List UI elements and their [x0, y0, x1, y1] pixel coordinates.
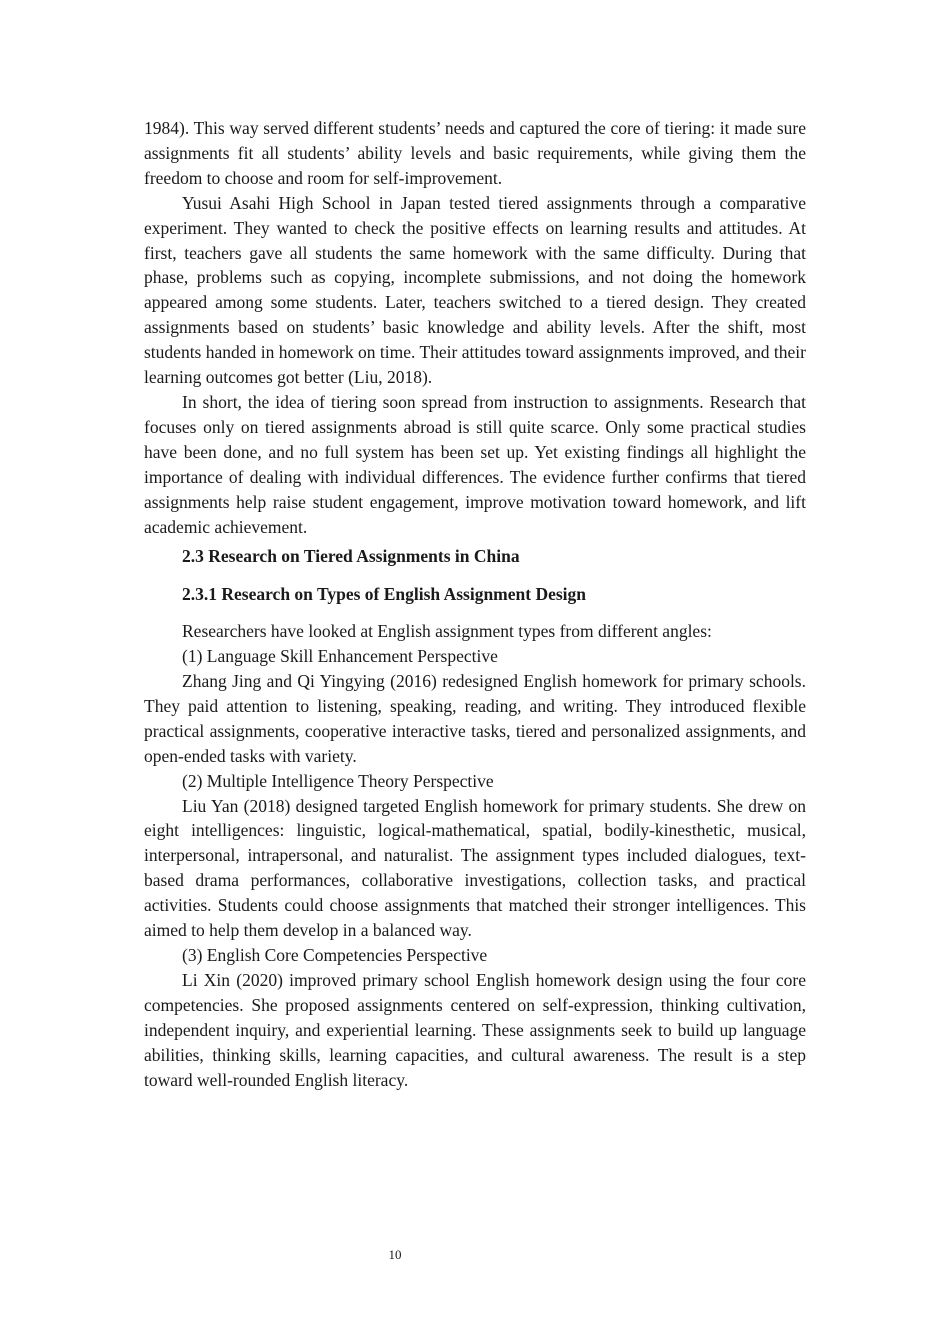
paragraph-summary: In short, the idea of tiering soon spread from instruction to assignments. Research that focuses only on tiered assignments abroad is still quite scarce. Only some practical studies have been done, and no full system has been set up. Yet existing findings all highlight the importance of dealing with individual differences. The evidence further confirms that tiered assignments help raise student engagement, improve motivation toward homework, and lift academic achievement.: [144, 391, 806, 537]
section-heading-2-3: 2.3 Research on Tiered Assignments in China: [182, 546, 520, 567]
perspective-1-label: (1) Language Skill Enhancement Perspective: [182, 646, 498, 667]
perspective-3-label: (3) English Core Competencies Perspective: [182, 945, 488, 965]
paragraph-perspective-2: Liu Yan (2018) designed targeted English homework for primary students. She drew on eight intelligences: linguistic, logical-mathematical, spatial, bodily-kinesthetic, musical, interpersonal, intrapersonal, and naturalist. The assignment types included dialogues, text-based drama performances, collaborative investigations, collection tasks, and practical activities. Students could choose assignments that matched their stronger intelligences. This aimed to help them develop in a balanced way.: [144, 795, 806, 941]
paragraph-continuation: 1984). This way served different students’ needs and captured the core of tiering: it made sure assignments fit all students’ ability levels and basic requirements, while giving them the freedom to choose and room for self-improvement.: [144, 118, 806, 188]
perspective-2-label: (2) Multiple Intelligence Theory Perspective: [182, 770, 494, 791]
subsection-heading-2-3-1: 2.3.1 Research on Types of English Assignment Design: [182, 584, 587, 605]
paragraph-perspective-3: Li Xin (2020) improved primary school English homework design using the four core competencies. She proposed assignments centered on self-expression, thinking cultivation, independent inquiry, and experiential learning. These assignments seek to build up language abilities, thinking skills, learning capacities, and cultural awareness. The result is a step toward well-rounded English literacy.: [144, 969, 806, 1090]
paragraph-perspective-1: Zhang Jing and Qi Yingying (2016) redesigned English homework for primary schools. They paid attention to listening, speaking, reading, and writing. They introduced flexible practical assignments, cooperative interactive tasks, tiered and personalized assignments, and open-ended tasks with variety.: [144, 671, 806, 766]
paragraph-yusui-asahi: Yusui Asahi High School in Japan tested tiered assignments through a comparative experiment. They wanted to check the positive effects on learning results and attitudes. At first, teachers gave all students the same homework with the same difficulty. During that phase, problems such as copying, incomplete submissions, and not doing the homework appeared among some students. Later, teachers switched to a tiered design. They created assignments based on students’ basic knowledge and ability levels. After the shift, most students handed in homework on time. Their attitudes toward assignments improved, and their learning outcomes got better (Liu, 2018).: [144, 192, 806, 388]
paragraph-intro: Researchers have looked at English assignment types from different angles:: [182, 621, 712, 642]
page-number: 10: [388, 1247, 402, 1262]
document-body: [144, 116, 806, 1092]
